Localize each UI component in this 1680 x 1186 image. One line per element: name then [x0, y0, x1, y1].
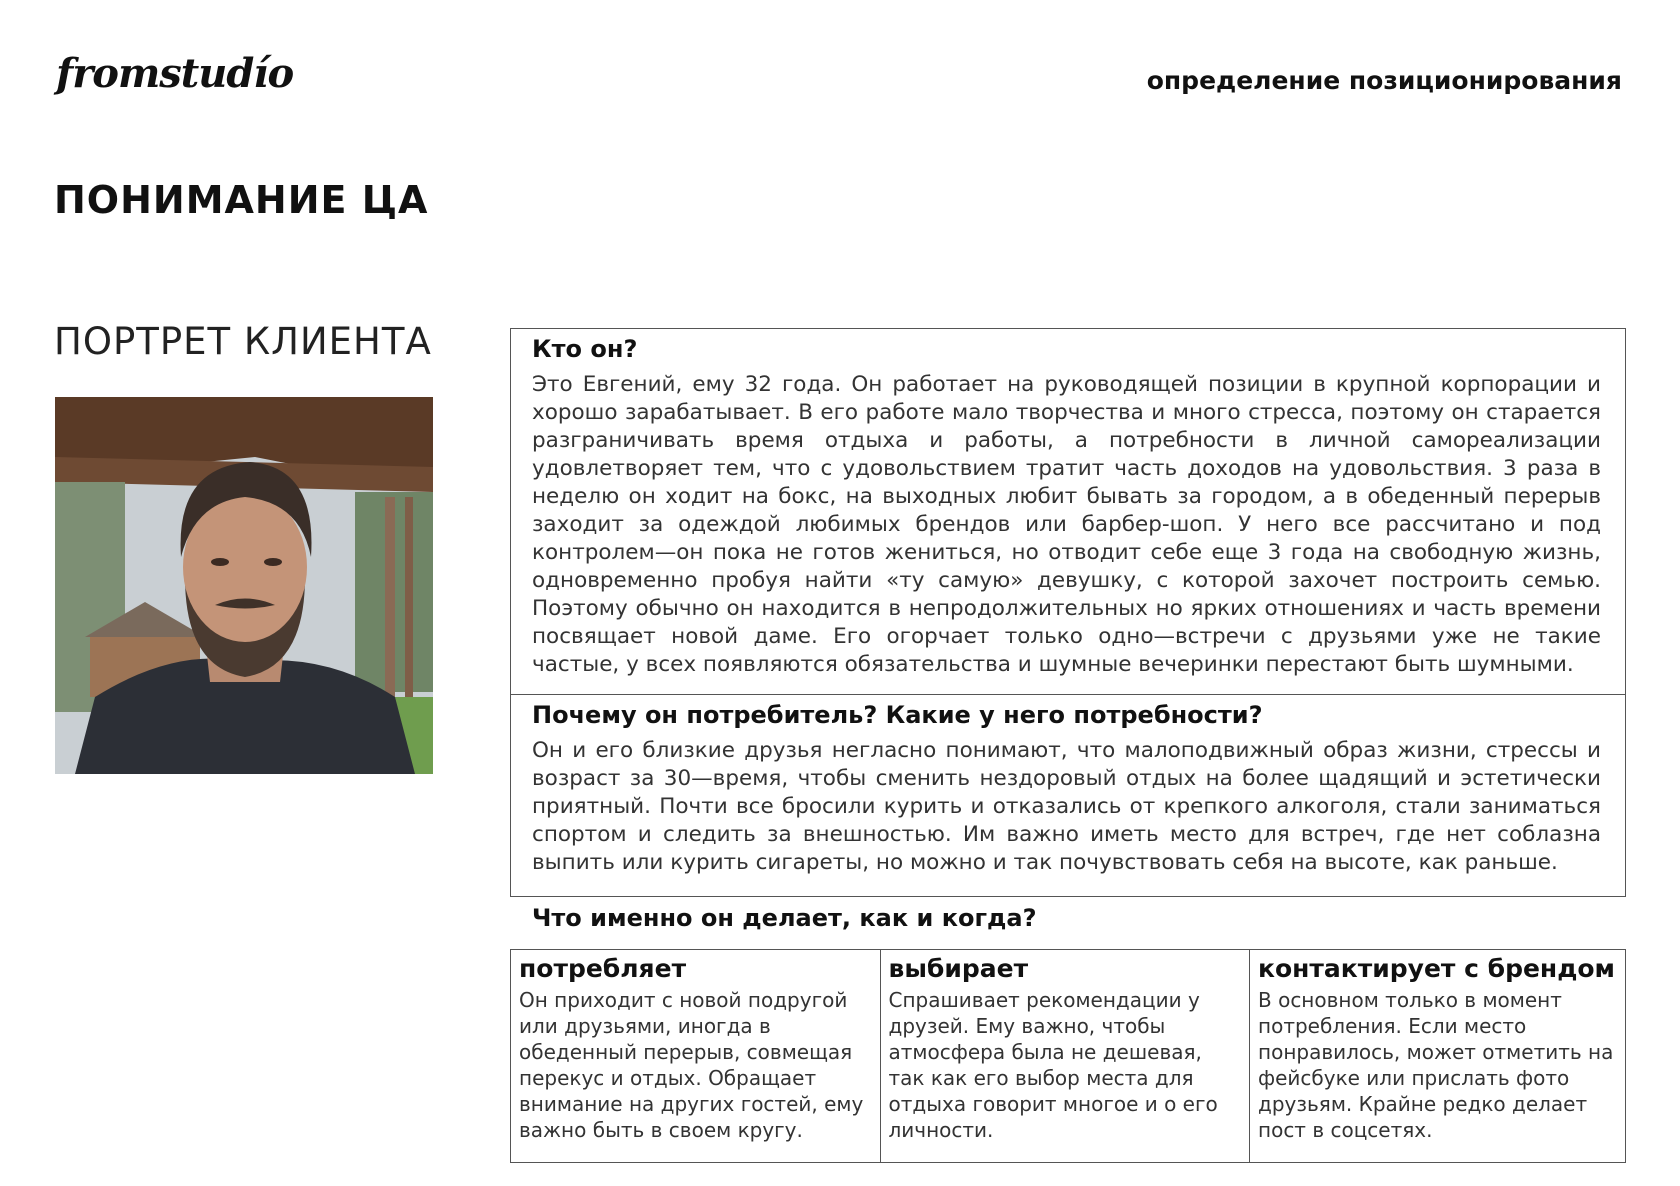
portrait-heading: ПОРТРЕТ КЛИЕНТА	[54, 320, 432, 363]
who-title: Кто он?	[532, 335, 638, 363]
column-contacts-brand	[1249, 950, 1625, 1162]
page-title: ПОНИМАНИЕ ЦА	[54, 178, 429, 222]
column-chooses	[880, 950, 1250, 1162]
client-photo	[55, 397, 433, 774]
column-consumes	[511, 950, 880, 1162]
why-title: Почему он потребитель? Какие у него потребности?	[532, 701, 1263, 729]
brand-logo: fromstudío	[56, 50, 294, 97]
why-text: Он и его близкие друзья негласно понимают, что малоподвижный образ жизни, стрессы и возраст за 30—время, чтобы сменить нездоровый отдых на более щадящий и эстетически приятный. Почти все бросили курить и отказались от крепкого алкоголя, стали заниматься спортом и следить за внешностью. Им важно иметь место для встреч, где нет соблазна выпить или курить сигареты, но можно и так почувствовать себя на высоте, как раньше.	[532, 738, 1601, 875]
client-photo-illustration	[55, 397, 433, 774]
who-text: Это Евгений, ему 32 года. Он работает на руководящей позиции в крупной корпорации и хорошо зарабатывает. В его работе мало творчества и много стресса, поэтому он старается разграничивать время отдыха и работы, а потребности в личной самореализации удовлетворяет тем, что с удовольствием тратит часть доходов на удовольствия. 3 раза в неделю он ходит на бокс, на выходных любит бывать за городом, а в обеденный перерыв заходит за одеждой любимых брендов или барбер-шоп. У него все рассчитано и под контролем—он пока не готов жениться, но отводит себе еще 3 года на свободную жизнь, одновременно пробуя найти «ту самую» девушку, с которой захочет построить семью. Поэтому обычно он находится в непродолжительных но ярких отношениях и часть времени посвящает новой даме. Его огорчает только одно—встречи с друзьями уже не такие частые, у всех появляются обязательства и шумные вечеринки перестают быть шумными.	[532, 372, 1601, 677]
section-title: определение позиционирования	[1146, 66, 1622, 95]
column-text: Спрашивает рекомендации у друзей. Ему важно, чтобы атмосфера была не дешевая, так как его выбор места для отдыха говорит многое и о его личности.	[888, 988, 1218, 1142]
why-section	[510, 694, 1626, 897]
column-text: Он приходит с новой подругой или друзьями, иногда в обеденный перерыв, совмещая перекус и отдых. Обращает внимание на других гостей, ему важно быть в своем кругу.	[519, 988, 864, 1142]
what-title: Что именно он делает, как и когда?	[532, 904, 1037, 932]
who-section	[510, 328, 1626, 695]
column-title: контактирует с брендом	[1258, 954, 1615, 983]
column-title: потребляет	[519, 954, 687, 983]
what-columns	[510, 949, 1626, 1163]
column-title: выбирает	[888, 954, 1029, 983]
column-text: В основном только в момент потребления. Если место понравилось, может отметить на фейсбуке или прислать фото друзьям. Крайне редко делает пост в соцсетях.	[1258, 988, 1614, 1142]
